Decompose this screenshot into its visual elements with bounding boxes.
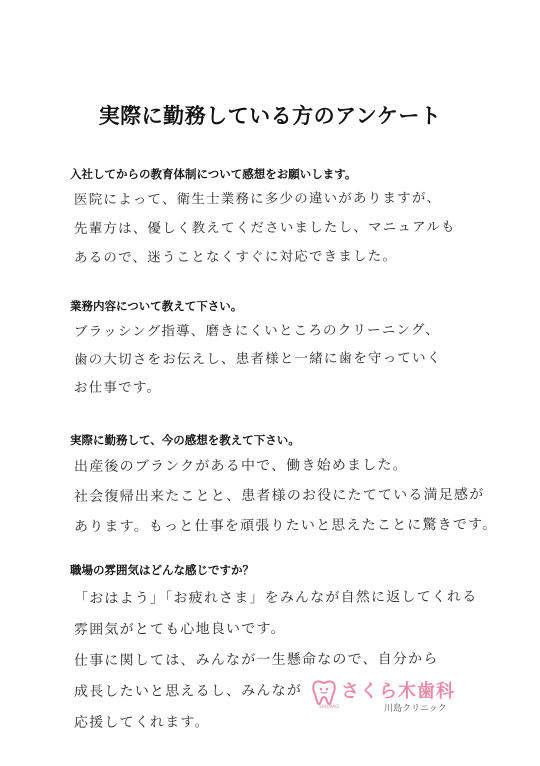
answer-line: あります。もっと仕事を頑張りたいと思えたことに驚きです。 xyxy=(73,516,498,535)
logo-tiny-text: SAKURAGI xyxy=(319,704,340,709)
question-1: 入社してからの教育体制について感想をお願いします。 xyxy=(70,167,357,181)
page-title: 実際に勤務している方のアンケート xyxy=(98,104,442,128)
clinic-logo xyxy=(311,677,481,714)
answer-3 xyxy=(74,452,514,542)
tooth-icon xyxy=(311,679,340,709)
answer-line: 仕事に関しては、みんなが一生懸命なので、自分から xyxy=(73,651,439,669)
clinic-name: さくら木歯科 xyxy=(341,681,455,702)
answer-4 xyxy=(74,584,514,739)
answer-line: 先輩方は、優しく教えてくださいましたし、マニュアルも xyxy=(73,219,456,237)
question-2: 業務内容について教えて下さい。 xyxy=(70,299,243,313)
answer-1 xyxy=(74,186,514,273)
answer-line: あるので、迷うことなくすぐに対応できました。 xyxy=(73,248,398,266)
answer-line: 「おはよう」「お疲れさま」をみんなが自然に返してくれる xyxy=(73,588,478,607)
answer-line: ブラッシング指導、磨きにくいところのクリーニング、 xyxy=(73,322,440,340)
answer-line: 医院によって、衛生士業務に多少の違いがありますが、 xyxy=(73,190,442,208)
answer-line: 出産後のブランクがある中で、働き始めました。 xyxy=(73,457,408,475)
answer-line: お仕事です。 xyxy=(73,379,162,396)
question-3: 実際に勤務して、今の感想を教えて下さい。 xyxy=(70,433,300,447)
answer-line: 歯の大切さをお伝えし、患者様と一緒に歯を守っていく xyxy=(73,350,442,368)
clinic-subtitle: 川島クリニック xyxy=(384,704,447,714)
answer-line: 社会復帰出来たことと、患者様のお役にたてている満足感が xyxy=(73,486,485,505)
answer-line: 応援してくれます。 xyxy=(73,714,210,731)
question-4: 職場の雰囲気はどんな感じですか？ xyxy=(70,563,254,577)
answer-line: 雰囲気がとても心地良いです。 xyxy=(73,620,286,638)
answer-line: 成長したいと思えるし、みんなが xyxy=(73,682,303,700)
answer-2 xyxy=(74,318,514,402)
